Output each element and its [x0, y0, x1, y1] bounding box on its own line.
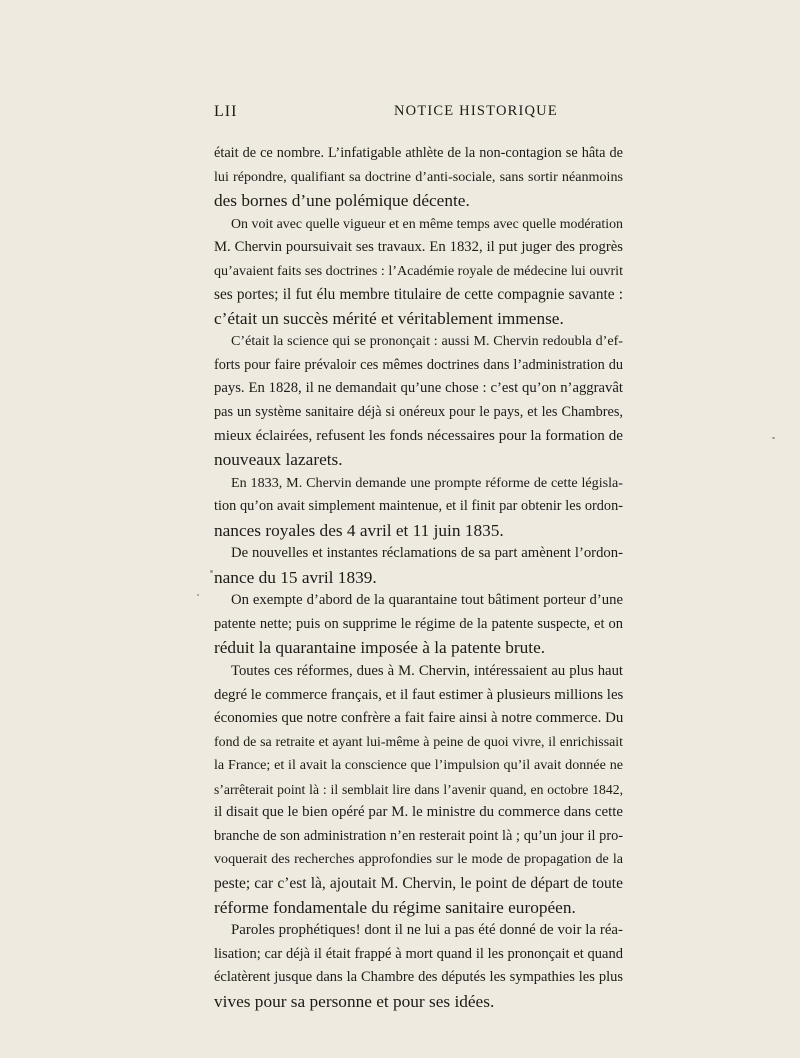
ink-speck — [772, 437, 775, 439]
text-line: M. Chervin poursuivait ses travaux. En 1832, il put juger des progrès — [214, 239, 623, 256]
text-line: réforme fondamentale du régime sanitaire européen. — [214, 897, 576, 917]
text-line: c’était un succès mérité et véritablement immense. — [214, 308, 564, 328]
text-line: fond de sa retraite et ayant lui-même à peine de quoi vivre, il enrichissait — [214, 734, 623, 750]
text-line: il disait que le bien opéré par M. le ministre du commerce dans cette — [214, 804, 623, 821]
text-line: ses portes; il fut élu membre titulaire de cette compagnie savante : — [214, 286, 623, 304]
text-line: pays. En 1828, il ne demandait qu’une chose : c’est qu’on n’aggravât — [214, 380, 623, 397]
text-line: des bornes d’une polémique décente. — [214, 191, 470, 211]
text-line: nance du 15 avril 1839. — [214, 567, 377, 587]
text-line: lisation; car déjà il était frappé à mort quand il les prononçait et quand — [214, 945, 623, 962]
text-line: peste; car c’est là, ajoutait M. Chervin, le point de départ de toute — [214, 874, 623, 892]
text-line: forts pour faire prévaloir ces mêmes doctrines dans l’administration du — [214, 356, 623, 373]
text-line: nouveaux lazarets. — [214, 450, 343, 470]
text-line: Paroles prophétiques! dont il ne lui a pas été donné de voir la réa- — [231, 922, 623, 939]
text-line: On exempte d’abord de la quarantaine tout bâtiment porteur d’une — [231, 592, 623, 609]
text-line: De nouvelles et instantes réclamations de sa part amènent l’ordon- — [231, 545, 623, 562]
body-text — [214, 142, 623, 1013]
text-line: degré le commerce français, et il faut estimer à plusieurs millions les — [214, 686, 624, 703]
text-line: tion qu’on avait simplement maintenue, et il finit par obtenir les ordon- — [214, 498, 623, 515]
text-line: éclatèrent jusque dans la Chambre des députés les sympathies les plus — [214, 969, 623, 986]
text-line: s’arrêterait point là : il semblait lire dans l’avenir quand, en octobre 1842, — [214, 781, 623, 797]
page-number: LII — [214, 103, 238, 120]
text-line: nances royales des 4 avril et 11 juin 1835. — [214, 520, 504, 540]
text-line: économies que notre confrère a fait faire ainsi à notre commerce. Du — [214, 710, 624, 727]
running-head: NOTICE HISTORIQUE — [394, 103, 558, 119]
ink-speck — [197, 594, 199, 596]
text-line: Toutes ces réformes, dues à M. Chervin, intéressaient au plus haut — [231, 663, 623, 680]
text-line: voquerait des recherches approfondies sur le mode de propagation de la — [214, 851, 623, 868]
text-line: mieux éclairées, refusent les fonds nécessaires pour la formation de — [214, 427, 623, 444]
text-line: réduit la quarantaine imposée à la patente brute. — [214, 638, 546, 658]
text-line: En 1833, M. Chervin demande une prompte réforme de cette législa- — [231, 474, 623, 491]
text-line: lui répondre, qualifiant sa doctrine d’anti-sociale, sans sortir néanmoins — [214, 168, 623, 185]
text-line: C’était la science qui se prononçait : aussi M. Chervin redoubla d’ef- — [231, 333, 623, 350]
page-header — [214, 103, 584, 125]
ink-speck — [210, 570, 213, 573]
text-line: pas un système sanitaire déjà si onéreux pour le pays, et les Chambres, — [214, 404, 623, 421]
text-line: branche de son administration n’en resterait point là ; qu’un jour il pro- — [214, 827, 623, 844]
text-line: patente nette; puis on supprime le régime de la patente suspecte, et on — [214, 615, 623, 632]
text-line: vives pour sa personne et pour ses idées. — [214, 991, 495, 1011]
text-line: On voit avec quelle vigueur et en même temps avec quelle modération — [231, 216, 623, 232]
text-line: qu’avaient faits ses doctrines : l’Académie royale de médecine lui ouvrit — [214, 262, 623, 279]
text-line: était de ce nombre. L’infatigable athlète de la non-contagion se hâta de — [214, 145, 623, 161]
text-line: la France; et il avait la conscience que l’impulsion qu’il avait donnée ne — [214, 757, 623, 774]
